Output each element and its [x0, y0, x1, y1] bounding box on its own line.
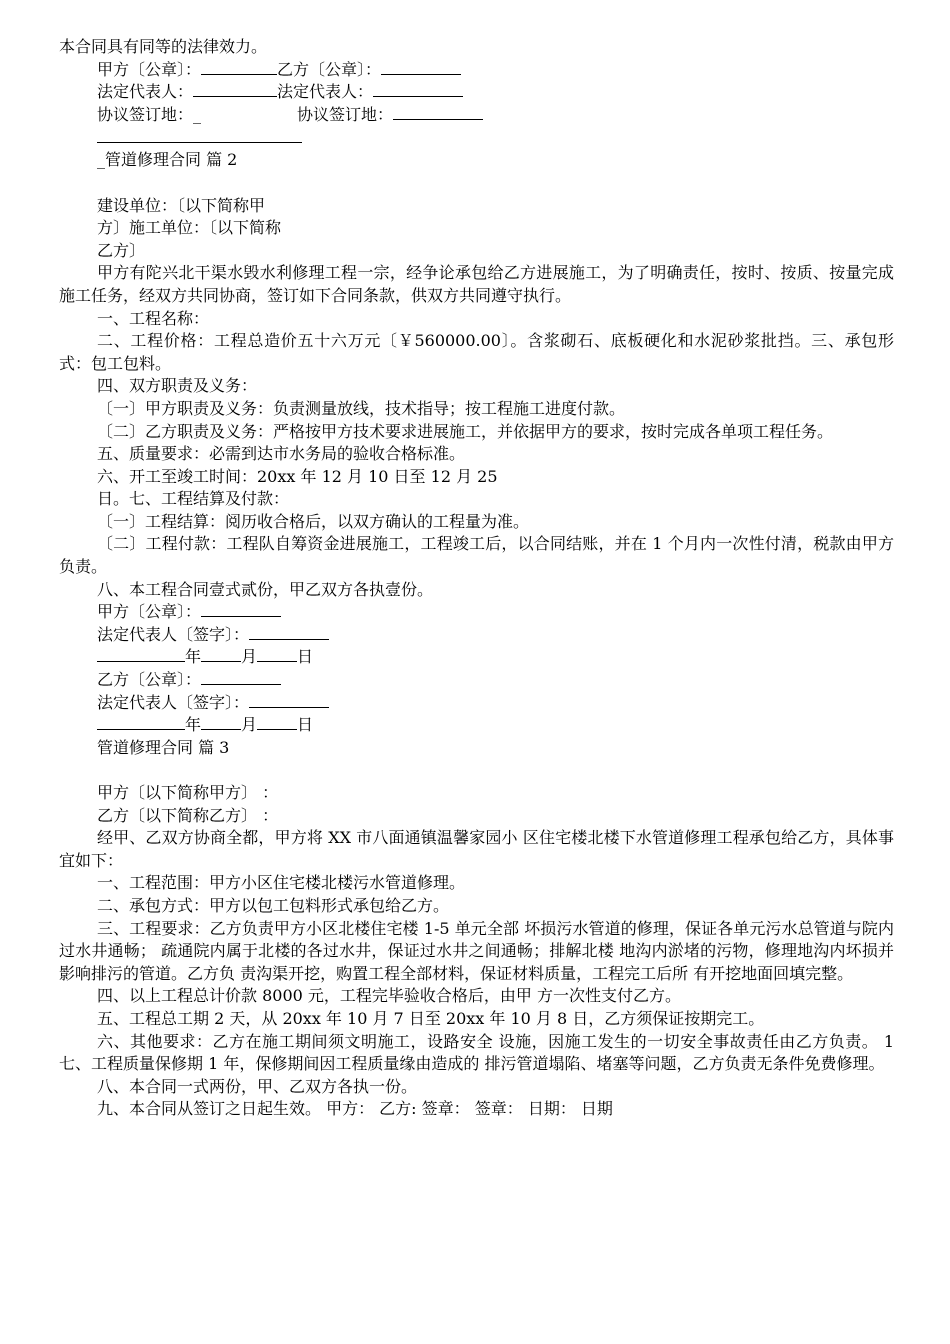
day-label: 日 — [297, 715, 314, 735]
document-page — [59, 36, 900, 1121]
month-blank — [201, 715, 241, 730]
contract3-line: 一、工程范围：甲方小区住宅楼北楼污水管道修理。 — [97, 873, 466, 893]
party-b-seal-blank — [381, 60, 461, 75]
day-blank — [257, 715, 297, 730]
day-label: 日 — [297, 647, 314, 667]
sign-place-b-label: 协议签订地： — [297, 104, 394, 124]
contract3-line: 二、承包方式：甲方以包工包料形式承包给乙方。 — [97, 895, 450, 915]
contract2-line: 乙方〕 — [97, 240, 146, 260]
legal-rep-b-blank — [373, 82, 463, 97]
legal-rep-sign-label: 法定代表人〔签字〕： — [97, 692, 250, 712]
legal-rep-a-blank — [193, 82, 277, 97]
year-label: 年 — [185, 647, 202, 667]
contract2-line: 日。七、工程结算及付款： — [97, 489, 290, 509]
contract2-line: 八、本工程合同壹式贰份，甲乙双方各执壹份。 — [97, 579, 434, 599]
contract2-legal-rep-a — [59, 624, 894, 647]
month-blank — [201, 647, 241, 662]
contract3-line: 甲方〔以下简称甲方〕 ： — [97, 783, 279, 802]
effect-line: 本合同具有同等的法律效力。 — [59, 37, 268, 56]
contract2-line: 〔二〕工程付款：工程队自筹资金进展施工，工程竣工后，以合同结账，并在 1 个月内一次性付清，税款由甲方负责。 — [59, 534, 894, 577]
party-a-seal-label: 甲方〔公章〕： — [97, 602, 202, 622]
contract2-date-a — [59, 646, 894, 669]
contract3-line: 四、以上工程总计价款 8000 元，工程完毕验收合格后，由甲 方一次性支付乙方。 — [97, 986, 681, 1006]
year-label: 年 — [185, 715, 202, 735]
party-a-seal-label: 甲方〔公章〕： — [97, 59, 202, 79]
contract2-party-b-seal — [59, 669, 894, 692]
contract2-line: 〔一〕甲方职责及义务：负责测量放线，技术指导；按工程施工进度付款。 — [97, 398, 626, 418]
contract2-line: 二、工程价格：工程总造价五十六万元〔￥560000.00〕。含浆砌石、底板硬化和水泥砂浆批挡。三、承包形式：包工包料。 — [59, 331, 894, 373]
contract2-title: _管道修理合同 篇 2 — [97, 150, 238, 170]
month-label: 月 — [241, 647, 258, 667]
legal-rep-b-label: 法定代表人： — [277, 82, 374, 102]
contract2-line: 一、工程名称： — [97, 308, 210, 328]
sign-place-line-part1 — [59, 104, 894, 127]
seal-line-part1 — [59, 59, 894, 82]
contract2-line: 五、质量要求：必需到达市水务局的验收合格标准。 — [97, 444, 466, 464]
party-a-seal-blank — [201, 602, 281, 617]
legal-rep-sign-label: 法定代表人〔签字〕： — [97, 624, 250, 644]
contract3-line: 乙方〔以下简称乙方〕 ： — [97, 805, 279, 825]
party-a-seal-blank — [201, 60, 277, 75]
contract2-line: 〔二〕乙方职责及义务：严格按甲方技术要求进展施工，并依据甲方的要求，按时完成各单项工程任务。 — [97, 421, 834, 441]
legal-rep-sign-blank — [249, 693, 329, 708]
contract2-line: 方〕施工单位：〔以下简称 — [97, 218, 282, 238]
party-b-seal-label: 乙方〔公章〕： — [277, 59, 382, 79]
legal-rep-sign-blank — [249, 625, 329, 640]
contract3-line: 三、工程要求：乙方负责甲方小区北楼住宅楼 1-5 单元全部 坏损污水管道的修理，保证各单元污水总管道与院内过水井通畅； 疏通院内属于北楼的各过水井，保证过水井之间通畅；排解北楼 地沟内淤堵的污物，修理地沟内坏损并影响排污的管道。乙方负 责沟渠开挖，购置工程全部材料，保证材料质量，工程完工后所 有开挖地面回填完整。 — [59, 918, 894, 983]
contract2-line: 六、开工至竣工时间：20xx 年 12 月 10 日至 12 月 25 — [97, 466, 498, 486]
sign-place-a-mark: _ — [193, 104, 202, 124]
party-b-seal-label: 乙方〔公章〕： — [97, 670, 202, 690]
party-b-seal-blank — [201, 670, 281, 685]
contract2-line: 建设单位：〔以下简称甲 — [97, 195, 266, 215]
contract3-line: 九、本合同从签订之日起生效。 甲方： 乙方: 签章： 签章： 日期： 日期 — [97, 1099, 613, 1119]
legal-rep-a-label: 法定代表人： — [97, 82, 194, 102]
contract3-title: 管道修理合同 篇 3 — [97, 737, 230, 757]
contract2-line: 〔一〕工程结算：阅历收合格后，以双方确认的工程量为准。 — [97, 511, 530, 531]
contract3-line: 经甲、乙双方协商全都，甲方将 XX 市八面通镇温馨家园小 区住宅楼北楼下水管道修理工程承包给乙方，具体事宜如下： — [59, 828, 894, 870]
contract3-line: 六、其他要求：乙方在施工期间须文明施工，设路安全 设施，因施工发生的一切安全事故责任由乙方负责。 1 七、工程质量保修期 1 年，保修期间因工程质量缘由造成的 排污管道塌陷、堵塞等问题，乙方负责无条件免费修理。 — [59, 1031, 900, 1074]
year-blank — [97, 715, 185, 730]
sign-place-a-blank-line — [97, 128, 302, 143]
contract2-legal-rep-b — [59, 692, 894, 715]
legal-rep-line-part1 — [59, 81, 894, 104]
day-blank — [257, 647, 297, 662]
contract2-line: 四、双方职责及义务： — [97, 376, 258, 396]
contract2-party-a-seal — [59, 601, 894, 624]
contract2-date-b — [59, 714, 894, 737]
contract3-line: 八、本合同一式两份，甲、乙双方各执一份。 — [97, 1076, 418, 1096]
month-label: 月 — [241, 715, 258, 735]
contract2-line: 甲方有陀兴北干渠水毁水利修理工程一宗，经争论承包给乙方进展施工，为了明确责任，按时、按质、按量完成施工任务，经双方共同协商，签订如下合同条款，供双方共同遵守执行。 — [59, 263, 894, 305]
sign-place-a-label: 协议签订地： — [97, 104, 194, 124]
contract3-line: 五、工程总工期 2 天，从 20xx 年 10 月 7 日至 20xx 年 10 月 8 日，乙方须保证按期完工。 — [97, 1008, 765, 1028]
sign-place-b-blank — [393, 105, 483, 120]
year-blank — [97, 647, 185, 662]
